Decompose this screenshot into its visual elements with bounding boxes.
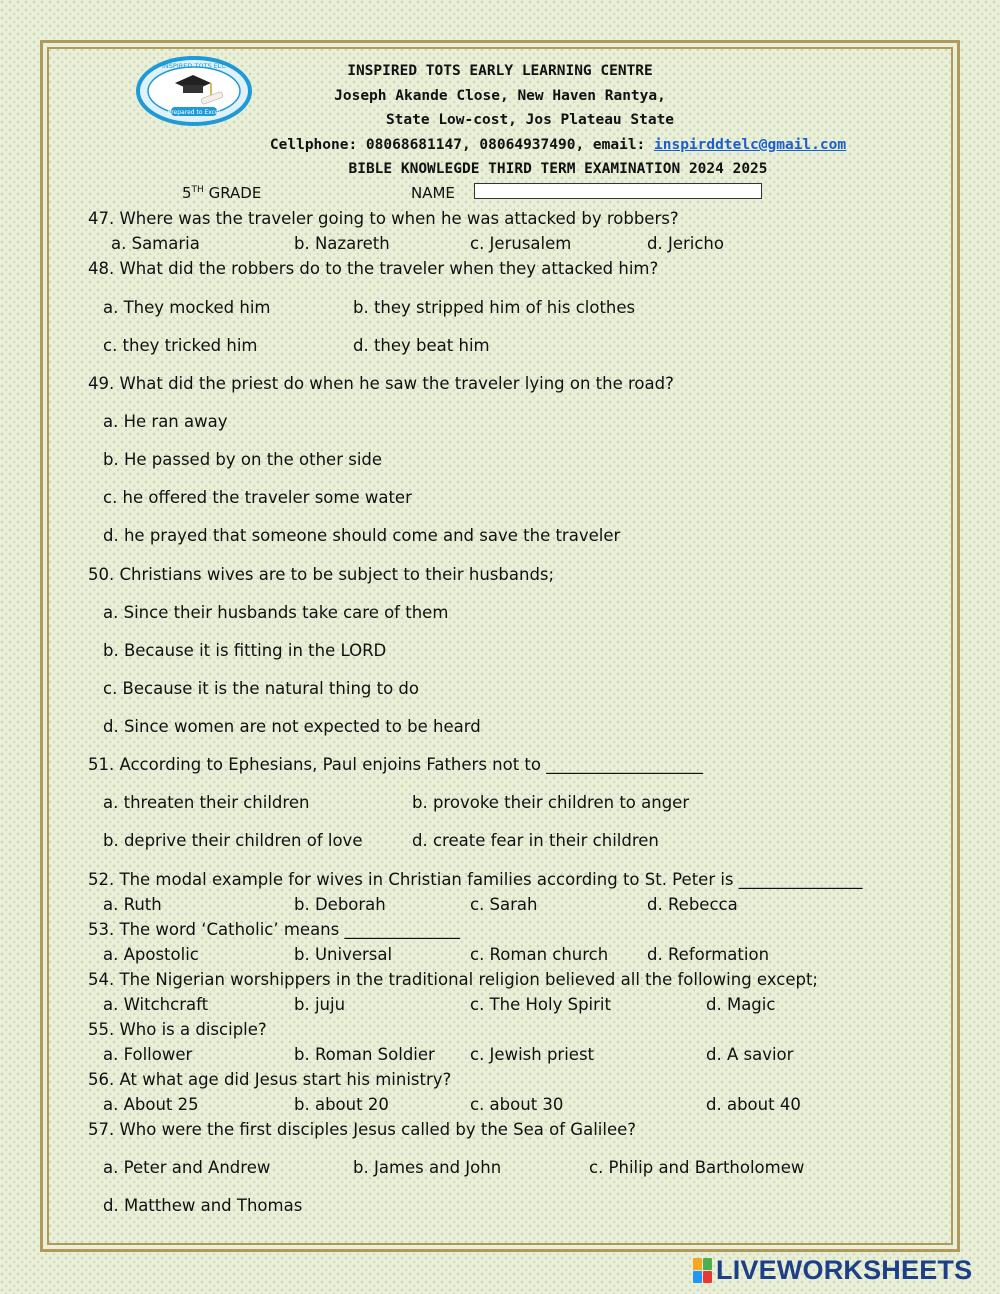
q52-option-c[interactable]: c. Sarah <box>470 895 538 914</box>
question-55: 55. Who is a disciple? <box>88 1020 267 1039</box>
q51-option-b[interactable]: b. provoke their children to anger <box>412 793 690 812</box>
q51-option-c[interactable]: b. deprive their children of love <box>103 831 363 850</box>
q48-option-c[interactable]: c. they tricked him <box>103 336 258 355</box>
logo-motto: Prepared to Excel <box>167 109 221 116</box>
q50-option-a[interactable]: a. Since their husbands take care of them <box>103 603 449 622</box>
q49-option-d[interactable]: d. he prayed that someone should come and save the traveler <box>103 526 621 545</box>
q57-option-a[interactable]: a. Peter and Andrew <box>103 1158 271 1177</box>
q55-option-b[interactable]: b. Roman Soldier <box>294 1045 435 1064</box>
q55-option-d[interactable]: d. A savior <box>706 1045 794 1064</box>
question-56: 56. At what age did Jesus start his ministry? <box>88 1070 452 1089</box>
grade-label: 5TH GRADE <box>182 184 262 202</box>
liveworksheets-text: LIVEWORKSHEETS <box>716 1254 973 1285</box>
q54-option-d[interactable]: d. Magic <box>706 995 776 1014</box>
question-48: 48. What did the robbers do to the traveler when they attacked him? <box>88 259 659 278</box>
liveworksheets-icon <box>693 1258 712 1283</box>
q48-option-b[interactable]: b. they stripped him of his clothes <box>353 298 636 317</box>
q53-option-c[interactable]: c. Roman church <box>470 945 609 964</box>
q56-option-b[interactable]: b. about 20 <box>294 1095 389 1114</box>
question-51: 51. According to Ephesians, Paul enjoins Fathers not to ___________________ <box>88 755 703 774</box>
question-47: 47. Where was the traveler going to when he was attacked by robbers? <box>88 209 679 228</box>
q54-option-b[interactable]: b. juju <box>294 995 346 1014</box>
q51-option-a[interactable]: a. threaten their children <box>103 793 310 812</box>
contact-line <box>58 137 1000 153</box>
q55-option-a[interactable]: a. Follower <box>103 1045 193 1064</box>
q57-option-d[interactable]: d. Matthew and Thomas <box>103 1196 303 1215</box>
q57-option-c[interactable]: c. Philip and Bartholomew <box>589 1158 805 1177</box>
contact-phones: Cellphone: 08068681147, 08064937490, email: <box>269 137 646 153</box>
exam-title: BIBLE KNOWLEGDE THIRD TERM EXAMINATION 2024 2025 <box>348 161 768 177</box>
q50-option-c[interactable]: c. Because it is the natural thing to do <box>103 679 419 698</box>
school-name: INSPIRED TOTS EARLY LEARNING CENTRE <box>347 63 653 79</box>
email-link[interactable]: inspirddtelc@gmail.com <box>654 137 847 153</box>
q49-option-c[interactable]: c. he offered the traveler some water <box>103 488 412 507</box>
q47-option-d[interactable]: d. Jericho <box>647 234 724 253</box>
question-50: 50. Christians wives are to be subject to their husbands; <box>88 565 555 584</box>
q51-option-d[interactable]: d. create fear in their children <box>412 831 659 850</box>
question-57: 57. Who were the first disciples Jesus called by the Sea of Galilee? <box>88 1120 637 1139</box>
q56-option-d[interactable]: d. about 40 <box>706 1095 801 1114</box>
name-input[interactable] <box>474 183 762 199</box>
school-address-line-1: Joseph Akande Close, New Haven Rantya, <box>334 88 666 104</box>
question-53: 53. The word ‘Catholic’ means ______________ <box>88 920 460 939</box>
q56-option-a[interactable]: a. About 25 <box>103 1095 199 1114</box>
q55-option-c[interactable]: c. Jewish priest <box>470 1045 595 1064</box>
q49-option-b[interactable]: b. He passed by on the other side <box>103 450 383 469</box>
q48-option-a[interactable]: a. They mocked him <box>103 298 271 317</box>
question-49: 49. What did the priest do when he saw the traveler lying on the road? <box>88 374 674 393</box>
q52-option-a[interactable]: a. Ruth <box>103 895 162 914</box>
q50-option-d[interactable]: d. Since women are not expected to be heard <box>103 717 481 736</box>
q56-option-c[interactable]: c. about 30 <box>470 1095 564 1114</box>
q50-option-b[interactable]: b. Because it is fitting in the LORD <box>103 641 387 660</box>
q47-option-a[interactable]: a. Samaria <box>111 234 200 253</box>
q54-option-a[interactable]: a. Witchcraft <box>103 995 209 1014</box>
q47-option-b[interactable]: b. Nazareth <box>294 234 390 253</box>
q54-option-c[interactable]: c. The Holy Spirit <box>470 995 611 1014</box>
q48-option-d[interactable]: d. they beat him <box>353 336 490 355</box>
q53-option-d[interactable]: d. Reformation <box>647 945 770 964</box>
q52-option-d[interactable]: d. Rebecca <box>647 895 738 914</box>
name-label: NAME <box>411 184 455 202</box>
q52-option-b[interactable]: b. Deborah <box>294 895 386 914</box>
school-address-line-2: State Low-cost, Jos Plateau State <box>385 112 675 128</box>
question-54: 54. The Nigerian worshippers in the traditional religion believed all the following except; <box>88 970 818 989</box>
logo-text: INSPIRED TOTS ELC <box>162 62 226 70</box>
q53-option-b[interactable]: b. Universal <box>294 945 393 964</box>
liveworksheets-brand[interactable] <box>693 1255 972 1285</box>
q53-option-a[interactable]: a. Apostolic <box>103 945 199 964</box>
q47-option-c[interactable]: c. Jerusalem <box>470 234 572 253</box>
question-52: 52. The modal example for wives in Christian families according to St. Peter is _______________ <box>88 870 863 889</box>
q57-option-b[interactable]: b. James and John <box>353 1158 502 1177</box>
q49-option-a[interactable]: a. He ran away <box>103 412 228 431</box>
